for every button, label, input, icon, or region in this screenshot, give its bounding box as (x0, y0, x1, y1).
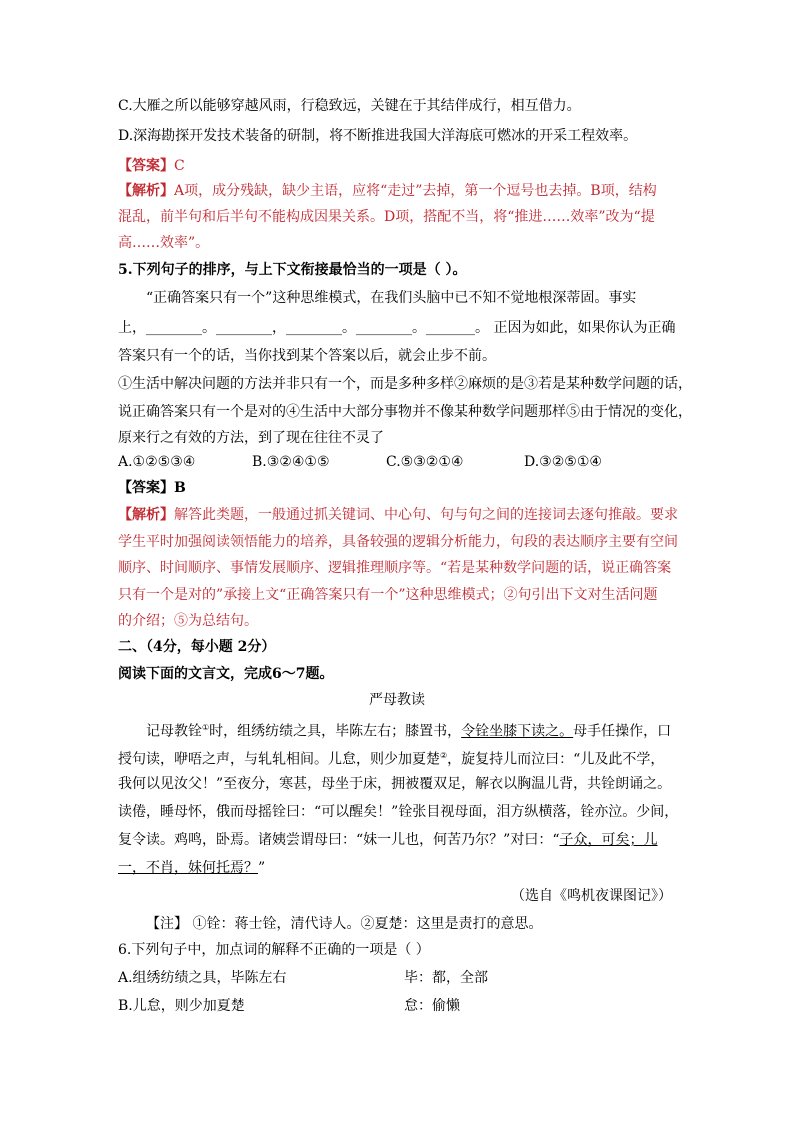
q5-sentences-line-3: 原来行之有效的方法，到了现在往往不灵了 (118, 430, 384, 446)
q5-stem: 5.下列句子的排序，与上下文衔接最恰当的一项是（ ）。 (118, 262, 467, 278)
q6-option-a-gloss: 毕：都，全部 (404, 970, 488, 986)
q4-analysis-line-2: 混乱，前半句和后半句不能构成因果关系。D项，搭配不当，将“推进……效率”改为“提 (118, 209, 655, 225)
q5-analysis-line-2: 学生平时加强阅读领悟能力的培养，具备较强的逻辑分析能力，句段的表达顺序主要有空间 (118, 534, 678, 550)
passage-line-1: 记母教铨①时，组绣纺绩之具，毕陈左右；膝置书，令铨坐膝下读之。母手任操作，口 (146, 723, 672, 740)
q6-stem: 6.下列句子中，加点词的解释不正确的一项是（ ） (118, 942, 430, 958)
passage-line-4: 读倦，睡母怀，俄而母摇铨曰：“可以醒矣！”铨张目视母面，泪方纵横落，铨亦泣。少间， (118, 804, 679, 820)
underlined-sentence: 一，不肖，妹何托焉？ (118, 860, 258, 876)
analysis-text: A项，成分残缺，缺少主语，应将“走过”去掉，第一个逗号也去掉。B项，结构 (174, 183, 657, 199)
section-instruction: 阅读下面的文言文，完成6～7题。 (118, 666, 334, 682)
q5-passage-line-1: “正确答案只有一个”这种思维模式，在我们头脑中已不知不觉地根深蒂固。事实 (146, 290, 637, 306)
passage-line-5: 复令读。鸡鸣，卧焉。诸姨尝谓母曰：“妹一儿也，何苦乃尔？”对曰：“子众，可矣；儿 (118, 832, 658, 848)
underlined-sentence: 令铨坐膝下读之。 (461, 723, 574, 740)
answer-label: 【答案】 (118, 480, 174, 496)
q5-option-a: A.①②⑤③④ (118, 454, 196, 470)
q6-option-a-sentence: A.组绣纺绩之具，毕陈左右 (118, 970, 287, 986)
q5-analysis-line-4: 只有一个是对的”承接上文“正确答案只有一个”这种思维模式；②句引出下文对生活问题 (118, 587, 658, 603)
section-heading: 二、（4分，每小题 2分） (118, 639, 276, 655)
q5-passage-line-2: 上，________。________，________。________。_______。 正因为如此，如果你认为正确 (118, 320, 676, 336)
q5-analysis-line-3: 顺序、时间顺序、事情发展顺序、逻辑推理顺序等。“若是某种数学问题的话，说正确答案 (118, 560, 672, 576)
footnote-marker: ② (440, 751, 448, 760)
q4-analysis-line-1 (118, 181, 657, 201)
q5-sentences-line-2: 说正确答案只有一个是对的④生活中大部分事物并不像某种数学问题那样⑤由于情况的变化， (118, 404, 692, 420)
underlined-sentence: 子众，可矣；儿 (559, 832, 658, 848)
q5-option-b: B.③②④①⑤ (252, 454, 330, 470)
q6-option-b-gloss: 怠：偷懒 (404, 998, 460, 1014)
q4-analysis-line-3: 高……效率”。 (118, 235, 210, 251)
q5-sentences-line-1: ①生活中解决问题的方法并非只有一个，而是多种多样②麻烦的是③若是某种数学问题的话， (118, 376, 692, 392)
passage-line-2: 授句读，咿唔之声，与轧轧相间。儿怠，则少加夏楚②，旋复持儿而泣曰：“儿及此不学， (118, 751, 665, 768)
q5-analysis-line-5: 的介绍；⑤为总结句。 (118, 613, 258, 629)
passage-source: （选自《鸣机夜课图记》） (511, 888, 672, 904)
q5-option-c: C.⑤③②①④ (386, 454, 464, 470)
passage-note: 【注】 ①铨：蒋士铨，清代诗人。②夏楚：这里是责打的意思。 (146, 916, 543, 932)
q6-option-b-sentence: B.儿怠，则少加夏楚 (118, 998, 245, 1014)
q5-option-d: D.③②⑤①④ (524, 454, 602, 470)
passage-title: 严母教读 (369, 692, 425, 708)
q4-option-d: D.深海勘探开发技术装备的研制，将不断推进我国大洋海底可燃冰的开采工程效率。 (118, 128, 638, 144)
passage-line-3: 我何以见汝父！”至夜分，寒甚，母坐于床，拥被覆双足，解衣以胸温儿背，共铨朗诵之。 (118, 776, 672, 792)
answer-label: 【答案】 (118, 158, 174, 174)
q5-analysis-line-1 (118, 505, 678, 525)
analysis-text: 解答此类题，一般通过抓关键词、中心句、句与句之间的连接词去逐句推敲。要求 (174, 507, 678, 523)
q5-answer (118, 478, 186, 498)
analysis-label: 【解析】 (118, 183, 174, 199)
analysis-label: 【解析】 (118, 507, 174, 523)
answer-value: B (174, 480, 186, 496)
q5-passage-line-3: 答案只有一个的话，当你找到某个答案以后，就会止步不前。 (118, 348, 496, 364)
answer-value: C (174, 158, 185, 174)
q4-option-c: C.大雁之所以能够穿越风雨，行稳致远，关键在于其结伴成行，相互借力。 (118, 98, 581, 114)
footnote-marker: ① (202, 723, 210, 732)
passage-line-6: 一，不肖，妹何托焉？” (118, 860, 266, 876)
q4-answer (118, 156, 185, 176)
